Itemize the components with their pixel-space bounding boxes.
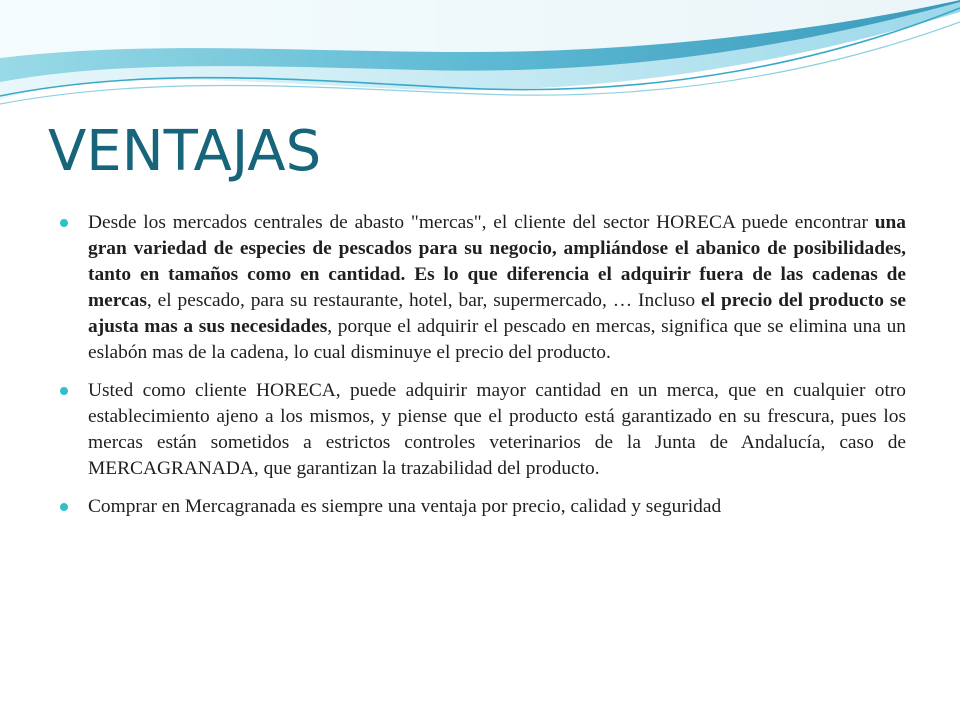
bullet-text: Comprar en Mercagranada es siempre una ventaja por precio, calidad y seguridad <box>88 496 722 517</box>
bullet-list <box>88 210 906 532</box>
bullet-text-bold: una gran variedad de especies de pescados para su negocio, ampliándose el abanico de posibilidades, tanto en tamaños como en cantidad. Es lo que diferencia el adquirir fuera de las cadenas de mercas <box>88 212 906 311</box>
bullet-text-bold: el precio del producto se ajusta mas a sus necesidades <box>88 290 907 337</box>
bullet-item <box>88 378 906 482</box>
bullet-item <box>88 210 906 366</box>
bullet-item <box>88 494 906 520</box>
wave-header-decoration <box>0 0 960 130</box>
bullet-text: , el pescado, para su restaurante, hotel, bar, supermercado, … Incluso <box>146 290 702 311</box>
bullet-text: Desde los mercados centrales de abasto "mercas", el cliente del sector HORECA puede encontrar <box>88 212 875 233</box>
bullet-text: Usted como cliente HORECA, puede adquirir mayor cantidad en un merca, que en cualquier otro establecimiento ajeno a los mismos, y piense que el producto está garantizado en su frescura, pues los mercas están sometidos a estrictos controles veterinarios de la Junta de Andalucía, caso de MERCAGRANADA, que garantizan la trazabilidad del producto. <box>88 380 906 479</box>
slide-title: VENTAJAS <box>48 119 322 184</box>
bullet-text: , porque el adquirir el pescado en mercas, significa que se elimina una un eslabón mas de la cadena, lo cual disminuye el precio del producto. <box>88 316 906 363</box>
